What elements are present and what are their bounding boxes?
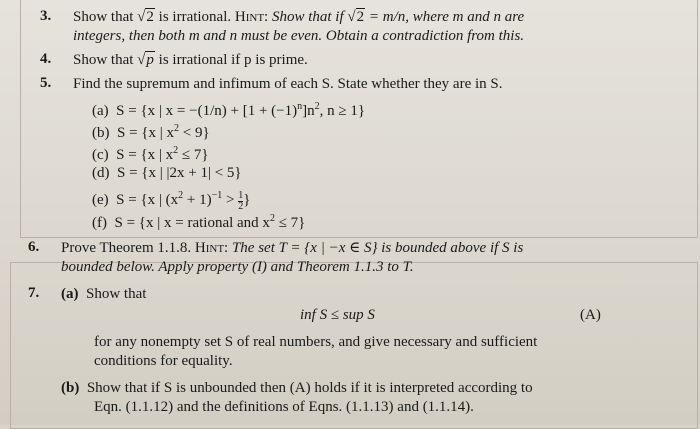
superscript: 2 — [173, 145, 179, 156]
problem-3-hint-label: Hint: — [234, 9, 269, 25]
part-text: S = {x | x — [116, 147, 174, 163]
part-text: S = {x | x = rational and x — [114, 215, 270, 231]
superscript: 2 — [178, 190, 184, 201]
problem-5-part-f — [92, 210, 305, 232]
part-text: > — [222, 192, 239, 208]
problem-6-text-a: Prove Theorem 1.1.8. — [61, 240, 195, 256]
part-label: (b) — [61, 380, 80, 396]
problem-6-line-2: bounded below. Apply property (I) and Theorem 1.1.3 to T. — [61, 259, 414, 275]
problem-3-text-a: Show that — [73, 9, 138, 25]
part-text: } — [243, 192, 251, 208]
part-label: (d) — [92, 165, 110, 181]
sqrt-symbol: √ — [137, 52, 146, 68]
problem-3-number: 3. — [40, 8, 52, 24]
part-text: ≤ 7} — [274, 215, 306, 231]
problem-5-number: 5. — [40, 75, 52, 91]
problem-7-number: 7. — [28, 285, 40, 301]
problem-3-sqrt-arg-2: 2 — [356, 9, 365, 25]
problem-4-text-b: is irrational if p is prime. — [154, 52, 308, 68]
problem-3-sqrt-arg: 2 — [146, 9, 154, 25]
problem-3-line-1 — [73, 8, 524, 26]
superscript: n — [297, 101, 303, 112]
problem-4-number: 4. — [40, 51, 52, 67]
equation-tag: (A) — [580, 307, 601, 323]
superscript: 2 — [314, 101, 320, 112]
superscript: 2 — [269, 213, 275, 224]
part-label: (a) — [92, 103, 109, 119]
sqrt-symbol: √ — [137, 9, 146, 25]
problem-6-number: 6. — [28, 239, 40, 255]
superscript: 2 — [174, 123, 180, 134]
part-text: ≤ 7} — [178, 147, 209, 163]
problem-6-text-b: The set T = {x | −x ∈ S} is bounded above if S is — [228, 240, 524, 256]
sqrt-symbol: √ — [347, 9, 356, 25]
problem-5-part-b — [92, 120, 210, 142]
problem-7-part-a-heading — [61, 285, 146, 303]
problem-4-text-a: Show that — [73, 52, 138, 68]
problem-5-part-a — [92, 98, 365, 120]
display-equation: inf S ≤ sup S — [300, 307, 375, 323]
part-text: , n ≥ 1} — [319, 103, 366, 119]
part-text: + 1) — [183, 192, 212, 208]
part-text: S = {x | x = −(1/n) + [1 + (−1) — [116, 103, 298, 119]
problem-7-line-3: for any nonempty set S of real numbers, and give necessary and sufficient — [94, 334, 538, 350]
superscript: −1 — [211, 190, 223, 201]
problem-4-line — [73, 51, 308, 69]
problem-3-line-2: integers, then both m and n must be even. Obtain a contradiction from this. — [73, 28, 525, 44]
part-label: (a) — [61, 286, 79, 302]
part-text: ]n — [302, 103, 315, 119]
part-text: S = {x | |2x + 1| < 5} — [117, 165, 242, 181]
part-label: (e) — [92, 192, 109, 208]
part-text: Show that — [86, 286, 147, 302]
problem-6-hint-label: Hint: — [194, 240, 229, 256]
problem-5-part-d — [92, 164, 242, 182]
fraction-numerator: 1 — [238, 190, 244, 201]
problem-7-line-6: Eqn. (1.1.12) and the definitions of Eqns. (1.1.13) and (1.1.14). — [94, 399, 474, 415]
problem-5-intro: Find the supremum and infimum of each S. State whether they are in S. — [73, 76, 503, 92]
problem-6-line-1 — [61, 239, 523, 257]
part-label: (b) — [92, 125, 110, 141]
part-text: Show that if S is unbounded then (A) holds if it is interpreted according to — [86, 380, 533, 396]
part-label: (f) — [92, 215, 107, 231]
problem-3-text-b: is irrational. — [154, 9, 235, 25]
part-text: S = {x | x — [117, 125, 175, 141]
part-text: < 9} — [179, 125, 210, 141]
problem-3-text-c: Show that if — [268, 9, 348, 25]
problem-3-text-d: = m/n, where m and n are — [365, 9, 525, 25]
fraction-denominator: 2 — [238, 201, 244, 212]
problem-5-part-e — [92, 187, 250, 212]
problem-5-part-c — [92, 142, 209, 164]
part-label: (c) — [92, 147, 109, 163]
problem-7-part-b-line-1 — [61, 379, 533, 397]
part-text: S = {x | (x — [116, 192, 179, 208]
problem-7-line-4: conditions for equality. — [94, 353, 233, 369]
problem-4-sqrt-arg: p — [146, 52, 154, 68]
